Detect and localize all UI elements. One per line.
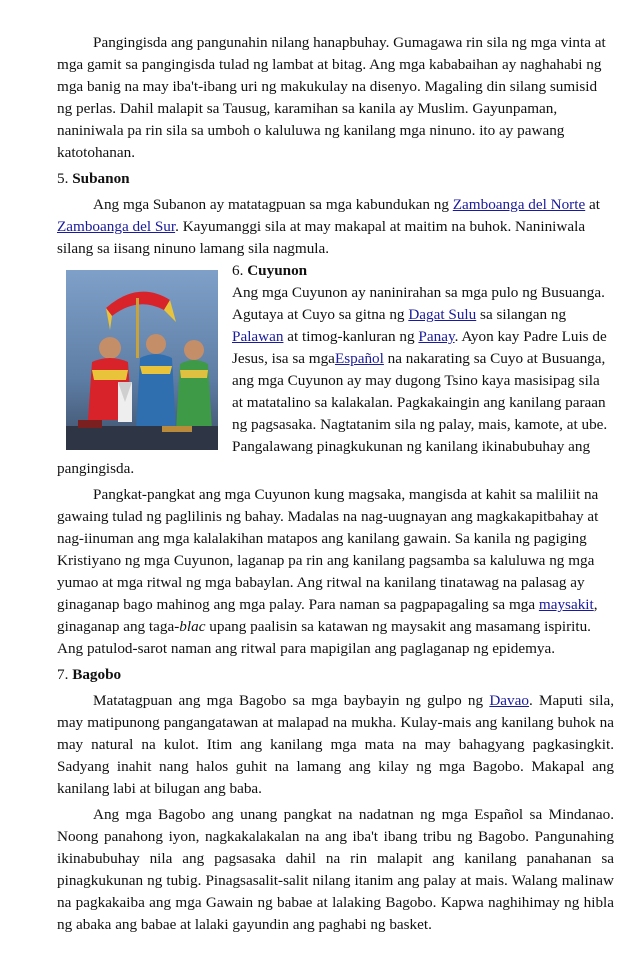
cuyunon-text-4: . Ayon kay Padre Luis de Jesus, isa sa mga xyxy=(232,328,607,367)
cuyunon-p2-italic: blac xyxy=(179,618,206,635)
link-maysakit[interactable]: maysakit xyxy=(538,596,594,613)
section-6-heading xyxy=(232,260,614,282)
intro-paragraph: Pangingisda ang pangunahin nilang hanapbuhay. Gumagawa rin sila ng mga vinta at mga gamit sa pangingisda tulad ng lambat at bitag. Ang mga kababaihan ay naghahabi ng mga banig na may iba't-ibang uri ng makukulay na disenyo. Magaling din silang sumisid ng perlas. Dahil malapit sa Tausug, karamihan sa kanila ay Muslim. Gayunpaman, naniniwala pa rin sila sa umboh o kaluluwa ng kanilang mga ninuno. ito ay pawang katotohanan. xyxy=(57,34,606,161)
cuyunon-dancers-image xyxy=(66,270,218,450)
bagobo-text-2: . Maputi sila, may matipunong pangangatawan at malapad na mukha. Kulay-mais ang kanilang buhok na may natural na kulot. Itim ang kanilang mga mata na may bahagyang pagkasingkit. Sadyang inahit nang halos guhit na lamang ang kilay ng mga Bagobo. Makapal ang kanilang labi at bilugan ang baba. xyxy=(57,692,614,797)
subanon-text-2: at xyxy=(585,196,600,213)
bagobo-text-1: Matatagpuan ang mga Bagobo sa mga baybayin ng gulpo ng xyxy=(93,692,490,709)
cuyunon-text-3: at timog-kanluran ng xyxy=(283,328,419,345)
cuyunon-p2-text-3: upang paalisin sa katawan ng maysakit ang masamang ispiritu. Ang patulod-sarot naman ang ritwal para mapigilan ang paglaganap ng epidemya. xyxy=(57,618,591,657)
link-dagat-sulu[interactable]: Dagat Sulu xyxy=(408,306,477,323)
cuyunon-p2-text-1: Pangkat-pangkat ang mga Cuyunon kung magsaka, mangisda at kahit sa maliliit na gawaing tulad ng paglilinis ng bahay. Madalas na nag-uugnayan ang magkakapitbahay at nag-iinuman ang mga kalalakihan matapos ang kanilang gawain. Sa kanila ng pagiging Kristiyano ng mga Cuyunon, laganap pa rin ang kanilang pagsamba sa kaluluwa ng mga yumao at mga ritwal ng mga babaylan. Ang ritwal na kanilang tinatawag na palasag ay ginaganap bago mahinog ang mga palay. Para naman sa pagpapagaling sa mga xyxy=(57,486,599,613)
cuyunon-paragraph-2 xyxy=(57,484,614,660)
link-panay[interactable]: Panay xyxy=(418,328,455,345)
document-page xyxy=(57,32,614,936)
subanon-text-3: . Kayumanggi sila at may makapal at maitim na buhok. Naniniwala silang sa iisang ninuno lamang sila nagmula. xyxy=(57,218,586,257)
cuyunon-text-5: na nakarating sa Cuyo at Busuanga, ang mga Cuyunon ay may dugong Tsino kaya masisipag sila at matatalino sa kalakalan. Pagkakaingin ang kanilang paraan ng pagsasaka. Nagtatanim sila ng palay, mais, kamote, at ube. Pangalawang pinagkukunan ng kanilang ikinabubuhay ang pangingisda. xyxy=(57,350,608,477)
link-zamboanga-del-sur[interactable]: Zamboanga del Sur xyxy=(57,218,176,235)
cuyunon-photo xyxy=(66,270,218,450)
section-6-title: Cuyunon xyxy=(247,262,308,279)
cuyunon-text-1: Ang mga Cuyunon ay naninirahan sa mga pulo ng Busuanga. Agutaya at Cuyo sa gitna ng xyxy=(232,284,605,323)
link-espanol[interactable]: Español xyxy=(334,350,384,367)
link-davao[interactable]: Davao xyxy=(489,692,529,709)
link-palawan[interactable]: Palawan xyxy=(232,328,284,345)
section-5-number: 5. xyxy=(57,170,69,187)
cuyunon-text-2: sa silangan ng xyxy=(476,306,567,323)
link-zamboanga-del-norte[interactable]: Zamboanga del Norte xyxy=(452,196,586,213)
section-5-title: Subanon xyxy=(72,170,130,187)
subanon-text-1: Ang mga Subanon ay matatagpuan sa mga kabundukan ng xyxy=(93,196,453,213)
subanon-paragraph xyxy=(57,194,614,260)
bagobo-paragraph-1 xyxy=(57,690,614,800)
bagobo-paragraph-2: Ang mga Bagobo ang unang pangkat na nadatnan ng mga Español sa Mindanao. Noong panahong iyon, nagkakalakalan na ang iba't ibang tribu ng Bagobo. Pangunahing ikinabubuhay nila ang pagsasaka dahil na rin malapit ang kanilang panahanan sa pinagkukunan ng tubig. Pinagsasalit-salit nilang itanim ang palay at mais. Walang malinaw na pagkakaiba ang mga Gawain ng babae at lalaking Bagobo. Kapwa naghihimay ng hibla ng abaka ang babae at lalaki gayundin ang paghabi ng basket. xyxy=(57,806,614,933)
section-5-heading xyxy=(57,168,614,190)
section-7-number: 7. xyxy=(57,666,69,683)
cuyunon-p2-text-2: , ginaganap ang taga- xyxy=(57,596,598,635)
section-6 xyxy=(57,260,614,484)
section-7-heading xyxy=(57,664,614,686)
section-6-number: 6. xyxy=(232,262,244,279)
section-7-title: Bagobo xyxy=(72,666,122,683)
